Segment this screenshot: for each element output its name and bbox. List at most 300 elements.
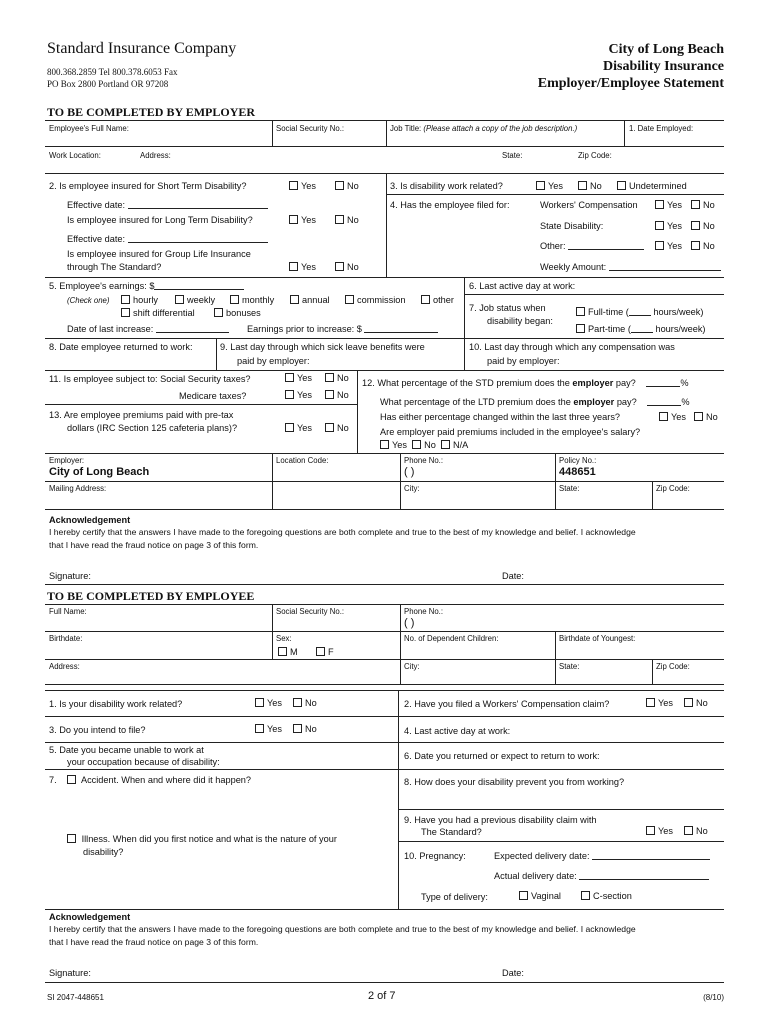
checkbox[interactable] [655, 221, 664, 230]
sex-label: Sex: [276, 634, 292, 643]
employer-date-label[interactable]: Date: [502, 571, 524, 581]
no-label: No [590, 181, 602, 191]
actual-delivery[interactable] [494, 871, 709, 881]
monthly-label: monthly [242, 295, 275, 305]
birthdate-label: Birthdate: [49, 634, 83, 643]
ssn-label: Social Security No.: [276, 124, 345, 133]
checkbox[interactable] [325, 390, 334, 399]
yes-label: Yes [667, 241, 682, 251]
q5-earnings[interactable] [49, 281, 244, 291]
q2-ltd-no[interactable] [335, 215, 359, 225]
q3-work-related: 3. Is disability work related? [390, 181, 503, 191]
fulltime-label: Full-time ( [588, 307, 629, 317]
q13-no[interactable] [325, 423, 349, 433]
divider [400, 604, 401, 684]
parttime-label: Part-time ( [588, 324, 631, 334]
divider [45, 481, 724, 482]
divider [45, 338, 724, 339]
emp-q10-pregnancy: 10. Pregnancy: [404, 851, 466, 861]
actual-delivery-line[interactable] [579, 879, 709, 880]
employee-ack-text-1: I hereby certify that the answers I have made to the foregoing questions are both complete and true to the best of my knowledge and belief. I acknowledge [49, 924, 636, 934]
checkbox[interactable] [694, 412, 703, 421]
q12-changed-yes[interactable] [659, 412, 686, 422]
employer-phone-value[interactable]: ( ) [404, 466, 415, 478]
yes-label: Yes [667, 221, 682, 231]
emp-q8-prevent: 8. How does your disability prevent you from working? [404, 777, 625, 787]
q11-subject-to: 11. Is employee subject to: Social Security taxes? [49, 374, 251, 384]
no-label: No [696, 698, 708, 708]
no-label: No [424, 440, 436, 450]
dependents-label: No. of Dependent Children: [404, 634, 499, 643]
divider [45, 509, 724, 510]
divider [45, 146, 724, 147]
yes-label: Yes [301, 262, 316, 272]
city-label: City: [404, 484, 420, 493]
no-label: No [337, 390, 349, 400]
page-number: 2 of 7 [368, 990, 396, 1002]
q10-compensation-2: paid by employer: [487, 356, 560, 366]
delivery-vaginal[interactable] [519, 891, 561, 901]
checkbox[interactable] [325, 423, 334, 432]
divider [45, 584, 724, 585]
divider [45, 277, 724, 278]
divider [624, 120, 625, 146]
no-label: No [337, 423, 349, 433]
divider [464, 338, 465, 370]
divider [652, 481, 653, 509]
effective-date-label: Effective date: [67, 200, 126, 210]
checkbox[interactable] [536, 181, 545, 190]
q2-ltd-question: Is employee insured for Long Term Disability? [67, 215, 253, 225]
date-last-increase[interactable] [67, 324, 229, 334]
checkbox[interactable] [289, 262, 298, 271]
checkbox[interactable] [175, 295, 184, 304]
state-label: State: [559, 484, 580, 493]
divider [45, 716, 724, 717]
checkbox[interactable] [290, 295, 299, 304]
no-label: No [703, 221, 715, 231]
q2-std-no[interactable] [335, 181, 359, 191]
emp-q2-yes[interactable] [646, 698, 673, 708]
other-label: other [433, 295, 454, 305]
check-one-note: (Check one) [67, 296, 110, 305]
policy-number: 448651 [559, 466, 596, 478]
hours-line[interactable] [629, 315, 651, 316]
checkbox[interactable] [289, 215, 298, 224]
company-address: PO Box 2800 Portland OR 97208 [47, 79, 169, 89]
employee-address-label: Address: [49, 662, 80, 671]
no-label: No [703, 200, 715, 210]
expected-delivery-label: Expected delivery date: [494, 851, 590, 861]
sex-f[interactable] [316, 647, 334, 657]
divider [45, 370, 724, 371]
divider [45, 742, 724, 743]
na-label: N/A [452, 440, 469, 450]
q7-job-status-1: 7. Job status when [469, 303, 546, 313]
employee-ssn-label: Social Security No.: [276, 607, 345, 616]
hours-label: hours/week) [653, 307, 704, 317]
yes-label: Yes [548, 181, 563, 191]
q11-medicare: Medicare taxes? [179, 391, 247, 401]
q12-ltd-premium[interactable] [380, 397, 689, 407]
emp-q1-no[interactable] [293, 698, 317, 708]
q12-std-label: 12. What percentage of the STD premium does the [362, 378, 570, 388]
annual-label: annual [302, 295, 330, 305]
address-label: Address: [140, 151, 171, 160]
emp-q9-yes[interactable] [646, 826, 673, 836]
q7-number: 7. [49, 775, 57, 785]
divider [652, 659, 653, 684]
no-label: No [347, 215, 359, 225]
employee-state-label: State: [559, 662, 580, 671]
q4-other-no[interactable] [691, 241, 715, 251]
divider [45, 173, 724, 174]
q3-yes[interactable] [536, 181, 563, 191]
q2-life-question-2: through The Standard? [67, 262, 162, 272]
pay-word: pay? [615, 378, 636, 388]
checkbox[interactable] [293, 698, 302, 707]
sex-m[interactable] [278, 647, 298, 657]
checkbox[interactable] [646, 826, 655, 835]
pay-word: pay? [616, 397, 637, 407]
q11-ss-yes[interactable] [285, 373, 312, 383]
q2-effective-date[interactable] [67, 200, 268, 210]
company-phone-fax: 800.368.2859 Tel 800.378.6053 Fax [47, 67, 178, 77]
checkbox[interactable] [214, 308, 223, 317]
checkbox[interactable] [345, 295, 354, 304]
ack-text-2: that I have read the fraud notice on page 3 of this form. [49, 540, 259, 550]
q11-medicare-yes[interactable] [285, 390, 312, 400]
no-label: No [337, 373, 349, 383]
zip-label: Zip Code: [578, 151, 612, 160]
checkbox[interactable] [285, 390, 294, 399]
divider [45, 404, 357, 405]
checkbox[interactable] [230, 295, 239, 304]
title-line-3: Employer/Employee Statement [537, 76, 724, 91]
earnings-bonuses[interactable] [214, 308, 261, 318]
expected-delivery[interactable] [494, 851, 710, 861]
birthdate-youngest-label: Birthdate of Youngest: [559, 634, 636, 643]
yes-label: Yes [297, 390, 312, 400]
divider [357, 370, 358, 453]
divider [386, 173, 387, 277]
checkbox[interactable] [655, 200, 664, 209]
earnings-weekly[interactable] [175, 295, 215, 305]
hours-label: hours/week) [655, 324, 706, 334]
ack-text-1: I hereby certify that the answers I have made to the foregoing questions are both complete and true to the best of my knowledge and belief. I acknowledge [49, 527, 636, 537]
employee-signature-label[interactable]: Signature: [49, 968, 91, 978]
q6-last-active: 6. Last active day at work: [469, 281, 576, 291]
earnings-commission[interactable] [345, 295, 406, 305]
q4-wc-no[interactable] [691, 200, 715, 210]
divider [464, 294, 724, 295]
checkbox[interactable] [659, 412, 668, 421]
checkbox[interactable] [412, 440, 421, 449]
percent-sign: % [680, 378, 689, 388]
earnings-prior-label: Earnings prior to increase: $ [247, 324, 362, 334]
weekly-amount-label: Weekly Amount: [540, 262, 607, 272]
checkbox[interactable] [67, 834, 76, 843]
commission-label: commission [357, 295, 406, 305]
checkbox[interactable] [576, 324, 585, 333]
q11-ss-no[interactable] [325, 373, 349, 383]
q4-weekly-amount[interactable] [540, 262, 721, 272]
employee-date-label[interactable]: Date: [502, 968, 524, 978]
q2-std-question: 2. Is employee insured for Short Term Disability? [49, 181, 247, 191]
emp-q5-unable-1: 5. Date you became unable to work at [49, 745, 204, 755]
emp-q9-previous-2: The Standard? [421, 827, 482, 837]
checkbox[interactable] [576, 307, 585, 316]
effective-date-label: Effective date: [67, 234, 126, 244]
divider [272, 120, 273, 146]
yes-label: Yes [301, 215, 316, 225]
checkbox[interactable] [617, 181, 626, 190]
employer-signature-label[interactable]: Signature: [49, 571, 91, 581]
emp-q3-intend-file: 3. Do you intend to file? [49, 725, 146, 735]
date-last-increase-label: Date of last increase: [67, 324, 154, 334]
q10-compensation-1: 10. Last day through which any compensation was [469, 342, 675, 352]
employee-ack-text-2: that I have read the fraud notice on page 3 of this form. [49, 937, 259, 947]
divider [45, 453, 724, 454]
divider [45, 909, 724, 910]
divider [45, 690, 724, 691]
weekly-label: weekly [187, 295, 216, 305]
q12-std-premium[interactable] [362, 378, 689, 388]
job-title-text: Job Title: [390, 124, 422, 133]
work-location-label: Work Location: [49, 151, 101, 160]
yes-label: Yes [297, 423, 312, 433]
emp-q1-yes[interactable] [255, 698, 282, 708]
checkbox[interactable] [278, 647, 287, 656]
employee-section-heading: TO BE COMPLETED BY EMPLOYEE [47, 589, 255, 603]
checkbox[interactable] [578, 181, 587, 190]
checkbox[interactable] [421, 295, 430, 304]
checkbox[interactable] [684, 698, 693, 707]
q7-fulltime[interactable] [576, 307, 703, 317]
checkbox[interactable] [646, 698, 655, 707]
checkbox[interactable] [325, 373, 334, 382]
q9-sick-leave-1: 9. Last day through which sick leave benefits were [220, 342, 425, 352]
checkbox[interactable] [441, 440, 450, 449]
divider [386, 120, 387, 146]
f-label: F [328, 647, 334, 657]
yes-label: Yes [392, 440, 407, 450]
emp-q7-illness-2: disability? [83, 847, 124, 857]
q11-medicare-no[interactable] [325, 390, 349, 400]
other-label: Other: [540, 241, 566, 251]
q12-ltd-label: What percentage of the LTD premium does the [380, 397, 571, 407]
effective-date-line[interactable] [128, 208, 268, 209]
q4-wc-yes[interactable] [655, 200, 682, 210]
divider [398, 841, 724, 842]
other-line[interactable] [568, 249, 644, 250]
emp-q4-last-active: 4. Last active day at work: [404, 726, 511, 736]
mailing-address-label: Mailing Address: [49, 484, 107, 493]
checkbox[interactable] [655, 241, 664, 250]
yes-label: Yes [667, 200, 682, 210]
delivery-csection[interactable] [581, 891, 632, 901]
checkbox[interactable] [121, 295, 130, 304]
q12-included: Are employer paid premiums included in the employee's salary? [380, 427, 641, 437]
earnings-other[interactable] [421, 295, 454, 305]
employee-city-label: City: [404, 662, 420, 671]
checkbox[interactable] [380, 440, 389, 449]
job-title-note: (Please attach a copy of the job description.) [423, 124, 578, 133]
form-id: SI 2047-448651 [47, 993, 104, 1002]
earnings-prior[interactable] [247, 324, 438, 334]
no-label: No [347, 262, 359, 272]
employer-section-heading: TO BE COMPLETED BY EMPLOYER [47, 105, 256, 119]
no-label: No [703, 241, 715, 251]
checkbox[interactable] [293, 724, 302, 733]
checkbox[interactable] [289, 181, 298, 190]
checkbox[interactable] [255, 724, 264, 733]
checkbox[interactable] [684, 826, 693, 835]
policy-label: Policy No.: [559, 456, 597, 465]
q2-ltd-yes[interactable] [289, 215, 316, 225]
q4-filed-for: 4. Has the employee filed for: [390, 200, 510, 210]
employee-phone-label: Phone No.: [404, 607, 444, 616]
emp-q3-no[interactable] [293, 724, 317, 734]
divider [216, 338, 217, 370]
emp-q2-no[interactable] [684, 698, 708, 708]
earnings-shift-diff[interactable] [121, 308, 195, 318]
title-line-2: Disability Insurance [603, 59, 724, 74]
title-line-1: City of Long Beach [608, 42, 724, 57]
divider [45, 659, 724, 660]
q12-changed-no[interactable] [694, 412, 718, 422]
q4-sd-no[interactable] [691, 221, 715, 231]
q13-yes[interactable] [285, 423, 312, 433]
checkbox[interactable] [121, 308, 130, 317]
employee-phone-value[interactable]: ( ) [404, 617, 415, 629]
form-version: (8/10) [703, 993, 724, 1002]
yes-label: Yes [267, 698, 282, 708]
q2-life-question-1: Is employee insured for Group Life Insurance [67, 249, 251, 259]
emp-q9-no[interactable] [684, 826, 708, 836]
checkbox[interactable] [316, 647, 325, 656]
q3-no[interactable] [578, 181, 602, 191]
percent-line[interactable] [646, 386, 680, 387]
checkbox[interactable] [691, 241, 700, 250]
expected-delivery-line[interactable] [592, 859, 710, 860]
checkbox[interactable] [335, 215, 344, 224]
q13-pretax-2: dollars (IRC Section 125 cafeteria plans)? [67, 423, 238, 433]
checkbox[interactable] [285, 423, 294, 432]
undetermined-label: Undetermined [629, 181, 687, 191]
emp-q3-yes[interactable] [255, 724, 282, 734]
no-label: No [305, 724, 317, 734]
q4-state-disability: State Disability: [540, 221, 604, 231]
q4-other-yes[interactable] [655, 241, 682, 251]
state-label: State: [502, 151, 523, 160]
company-name: Standard Insurance Company [47, 40, 237, 57]
type-delivery-label: Type of delivery: [421, 892, 488, 902]
divider [398, 690, 399, 909]
employee-full-name-label: Full Name: [49, 607, 87, 616]
employee-ack-title: Acknowledgement [49, 912, 131, 922]
q7-parttime[interactable] [576, 324, 706, 334]
checkbox[interactable] [691, 200, 700, 209]
no-label: No [696, 826, 708, 836]
csection-label: C-section [593, 891, 632, 901]
q3-undetermined[interactable] [617, 181, 687, 191]
q2-std-yes[interactable] [289, 181, 316, 191]
checkbox[interactable] [255, 698, 264, 707]
actual-delivery-label: Actual delivery date: [494, 871, 577, 881]
q7-job-status-2: disability began: [487, 316, 553, 326]
q9-sick-leave-2: paid by employer: [237, 356, 310, 366]
accident-label: Accident. When and where did it happen? [80, 775, 252, 785]
divider [45, 684, 724, 685]
q2-ltd-effective-date[interactable] [67, 234, 268, 244]
percent-line[interactable] [647, 405, 681, 406]
checkbox[interactable] [581, 891, 590, 900]
q2-life-no[interactable] [335, 262, 359, 272]
shift-diff-label: shift differential [133, 308, 195, 318]
q4-other[interactable] [540, 241, 644, 251]
yes-label: Yes [658, 698, 673, 708]
illness-label: Illness. When did you first notice and what is the nature of your [81, 834, 337, 844]
location-code-label: Location Code: [276, 456, 329, 465]
no-label: No [706, 412, 718, 422]
divider [45, 769, 724, 770]
percent-sign: % [681, 397, 690, 407]
q12-included-options[interactable] [380, 440, 468, 450]
earnings-annual[interactable] [290, 295, 330, 305]
earnings-hourly[interactable] [121, 295, 158, 305]
q2-life-yes[interactable] [289, 262, 316, 272]
ack-title: Acknowledgement [49, 515, 131, 525]
checkbox[interactable] [335, 181, 344, 190]
earnings-monthly[interactable] [230, 295, 274, 305]
yes-label: Yes [671, 412, 686, 422]
emp-q2-workers-comp: 2. Have you filed a Workers' Compensation claim? [404, 699, 610, 709]
checkbox[interactable] [519, 891, 528, 900]
checkbox[interactable] [691, 221, 700, 230]
divider [45, 120, 724, 121]
hours-line[interactable] [631, 332, 653, 333]
checkbox[interactable] [285, 373, 294, 382]
q4-sd-yes[interactable] [655, 221, 682, 231]
checkbox[interactable] [67, 775, 76, 784]
job-title-label [390, 124, 577, 133]
employee-zip-label: Zip Code: [656, 662, 690, 671]
employee-full-name-label: Employee's Full Name: [49, 124, 129, 133]
bonuses-label: bonuses [226, 308, 261, 318]
effective-date-line[interactable] [128, 242, 268, 243]
q13-pretax-1: 13. Are employee premiums paid with pre-tax [49, 410, 234, 420]
divider [45, 604, 724, 605]
emp-q5-unable-2: your occupation because of disability: [67, 757, 220, 767]
yes-label: Yes [267, 724, 282, 734]
emp-q7-illness[interactable] [67, 834, 337, 844]
emp-q7-accident[interactable] [49, 775, 251, 785]
emp-q9-previous-1: 9. Have you had a previous disability claim with [404, 815, 597, 825]
emp-q1-work-related: 1. Is your disability work related? [49, 699, 183, 709]
yes-label: Yes [297, 373, 312, 383]
date-line[interactable] [156, 332, 229, 333]
divider [45, 631, 724, 632]
employer-word: employer [573, 397, 615, 407]
earnings-line[interactable] [154, 289, 244, 290]
amount-line[interactable] [364, 332, 438, 333]
weekly-amount-line[interactable] [609, 270, 721, 271]
date-employed-label: 1. Date Employed: [629, 124, 694, 133]
checkbox[interactable] [335, 262, 344, 271]
divider [555, 631, 556, 684]
employer-label: Employer: [49, 456, 85, 465]
